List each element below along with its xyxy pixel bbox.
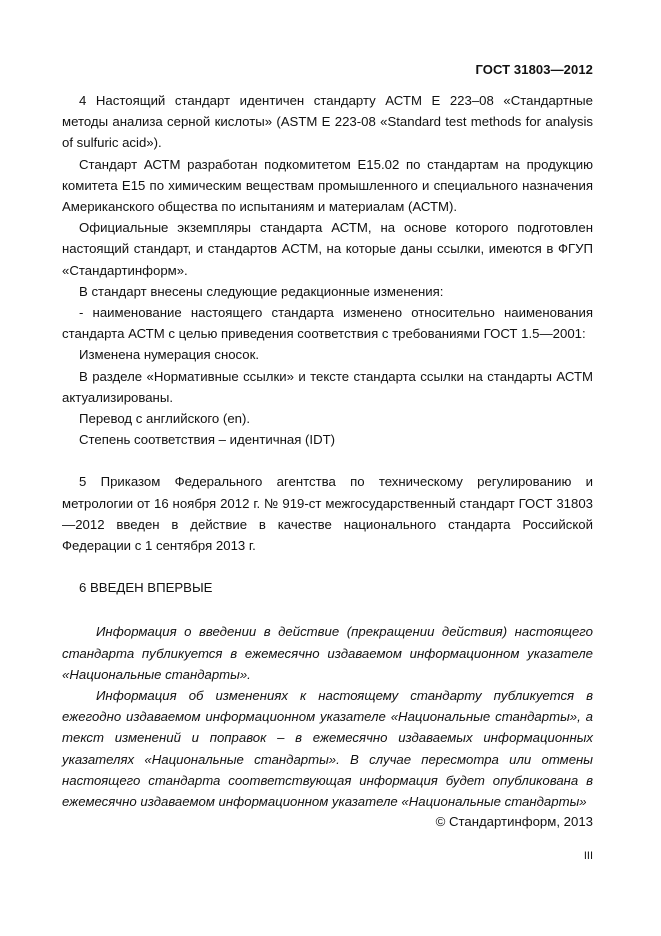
item4-paragraph-footnotes: Изменена нумерация сносок.	[79, 347, 260, 363]
item4-paragraph-translation: Перевод с английского (en).	[79, 411, 251, 427]
item4-paragraph-conformity: Степень соответствия – идентичная (IDT)	[79, 432, 336, 448]
info-paragraph-changes: Информация об изменениях к настоящему стандарту публикуется в ежегодно издаваемом информационном указателе «Национальные стандарты», а текст изменений и поправок – в ежемесячно издаваемых информационных указателях «Национальные стандарты». В случае пересмотра или отмены настоящего стандарта соответствующая информация будет опубликована в ежемесячно издаваемом информационном указателе «Национальные стандарты»	[62, 688, 593, 810]
item5-paragraph-order: 5 Приказом Федерального агентства по техническому регулированию и метрологии от 16 ноября 2012 г. № 919-ст межгосударственный стандарт ГОСТ 31803—2012 введен в действие в качестве национального стандарта Российской Федерации с 1 сентября 2013 г.	[62, 474, 593, 554]
info-notice-block	[62, 621, 593, 812]
page-number: III	[583, 850, 593, 862]
item6-paragraph-introduced: 6 ВВЕДЕН ВПЕРВЫЕ	[79, 580, 213, 596]
copyright-notice: © Стандартинформ, 2013	[435, 814, 593, 829]
item4-paragraph-developer: Стандарт АСТМ разработан подкомитетом Е15.02 по стандартам на продукцию комитета Е15 по химическим веществам промышленного и специального назначения Американского общества по испытаниям и материалам (АСТМ).	[62, 156, 593, 215]
document-header-code: ГОСТ 31803—2012	[475, 62, 593, 77]
item4-paragraph-references: В разделе «Нормативные ссылки» и тексте стандарта ссылки на стандарты АСТМ актуализированы.	[62, 368, 593, 405]
item4-paragraph-official-copies: Официальные экземпляры стандарта АСТМ, на основе которого подготовлен настоящий стандарт, и стандартов АСТМ, на которые даны ссылки, имеются в ФГУП «Стандартинформ».	[62, 220, 593, 278]
item4-paragraph-identity: 4 Настоящий стандарт идентичен стандарту АСТМ Е 223–08 «Стандартные методы анализа серной кислоты» (ASTM E 223-08 «Standard test methods for analysis of sulfuric acid»).	[62, 93, 593, 151]
item4-paragraph-name-change: - наименование настоящего стандарта изменено относительно наименования стандарта АСТМ с целью приведения соответствия с требованиями ГОСТ 1.5—2001:	[62, 305, 593, 342]
item4-paragraph-changes-intro: В стандарт внесены следующие редакционные изменения:	[79, 283, 444, 299]
document-body	[62, 90, 593, 812]
info-paragraph-introduction: Информация о введении в действие (прекращении действия) настоящего стандарта публикуется в ежемесячно издаваемом информационном указателе «Национальные стандарты».	[62, 624, 593, 682]
